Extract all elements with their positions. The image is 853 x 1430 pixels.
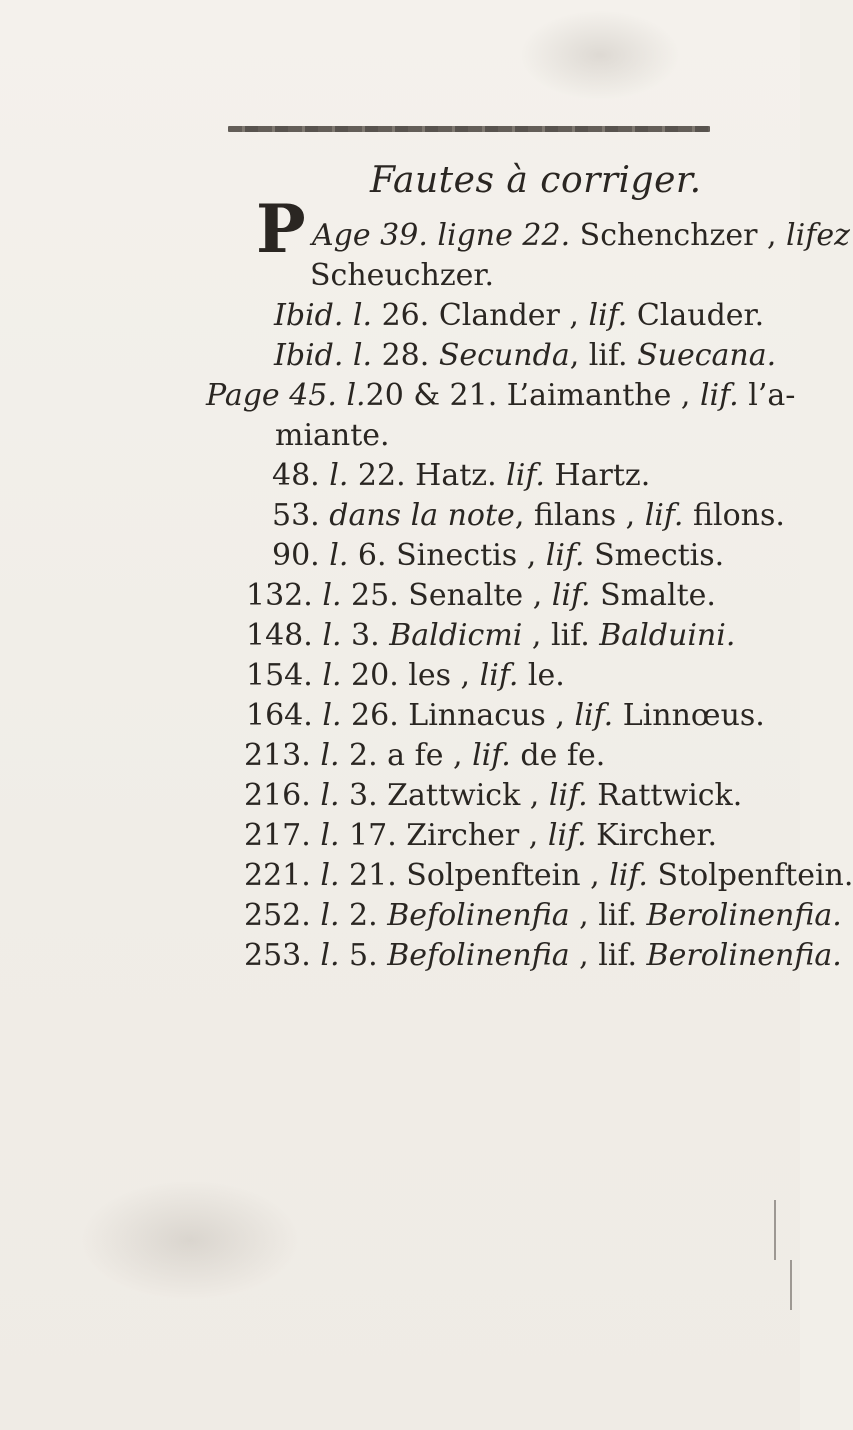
- line-part: lif.: [644, 498, 684, 533]
- line-part: 90.: [272, 538, 330, 573]
- errata-line: [246, 618, 735, 654]
- line-part: Berolinenfia.: [646, 938, 842, 973]
- errata-line: [244, 778, 742, 814]
- line-part: lif.: [551, 578, 591, 613]
- line-part: 154.: [246, 658, 323, 693]
- line-part: l.: [322, 618, 342, 653]
- line-part: 26. Linnacus ,: [341, 698, 575, 733]
- line-part: Smalte.: [590, 578, 716, 613]
- line-part: 53.: [272, 498, 330, 533]
- line-part: Hartz.: [544, 458, 651, 493]
- line-part: 148.: [246, 618, 323, 653]
- line-part: 216.: [244, 778, 321, 813]
- line-part: Kircher.: [586, 818, 717, 853]
- line-part: lif.: [479, 658, 519, 693]
- errata-line: [246, 658, 565, 694]
- line-part: 252.: [244, 898, 321, 933]
- line-part: , lif.: [569, 938, 647, 973]
- line-part: 28.: [372, 338, 439, 373]
- line-part: filons.: [683, 498, 785, 533]
- errata-line: [274, 338, 776, 374]
- line-part: 3.: [341, 618, 390, 653]
- line-part: 20 & 21. L’aimanthe ,: [365, 378, 700, 413]
- line-part: le.: [518, 658, 565, 693]
- line-part: 22. Hatz.: [348, 458, 507, 493]
- line-part: Page 45. l.: [206, 378, 366, 413]
- line-part: Schenchzer ,: [570, 218, 787, 253]
- line-part: l.: [322, 578, 342, 613]
- line-part: 21. Solpenftein ,: [339, 858, 610, 893]
- line-part: Age 39. ligne 22.: [312, 218, 571, 253]
- line-part: 132.: [246, 578, 323, 613]
- line-part: Befolinenfia: [387, 898, 570, 933]
- line-part: Baldicmi: [389, 618, 523, 653]
- line-part: de fe.: [510, 738, 606, 773]
- line-part: lif.: [548, 778, 588, 813]
- line-part: l.: [322, 698, 342, 733]
- line-part: l.: [320, 818, 340, 853]
- errata-line: [272, 498, 785, 534]
- errata-line: [206, 378, 795, 414]
- line-part: Linnœus.: [613, 698, 765, 733]
- line-part: 217.: [244, 818, 321, 853]
- line-part: lif.: [699, 378, 739, 413]
- line-part: l.: [329, 458, 349, 493]
- line-part: lif.: [545, 538, 585, 573]
- line-part: , lif.: [569, 898, 647, 933]
- paper-stain: [80, 1180, 300, 1300]
- line-part: lif.: [588, 298, 628, 333]
- line-part: l.: [329, 538, 349, 573]
- line-part: 2.: [339, 898, 388, 933]
- line-part: Scheuchzer.: [310, 258, 495, 293]
- errata-line: [244, 938, 842, 974]
- errata-line: [244, 738, 605, 774]
- line-part: 213.: [244, 738, 321, 773]
- errata-line: [275, 418, 390, 454]
- line-part: , filans ,: [514, 498, 645, 533]
- margin-mark: [774, 1200, 776, 1260]
- errata-line: [272, 458, 650, 494]
- paper-stain: [520, 10, 680, 100]
- line-part: Befolinenfia: [387, 938, 570, 973]
- line-part: 20. les ,: [341, 658, 480, 693]
- line-part: , lif.: [522, 618, 600, 653]
- line-part: 6. Sinectis ,: [348, 538, 546, 573]
- line-part: lif.: [609, 858, 648, 893]
- errata-line: [312, 218, 850, 254]
- line-part: lif.: [574, 698, 614, 733]
- line-part: 221.: [244, 858, 321, 893]
- line-part: 25. Senalte ,: [341, 578, 552, 613]
- line-part: Secunda: [438, 338, 570, 373]
- line-part: Stolpenftein.: [647, 858, 853, 893]
- margin-mark: [790, 1260, 792, 1310]
- line-part: 48.: [272, 458, 330, 493]
- line-part: Smectis.: [584, 538, 725, 573]
- line-part: 17. Zircher ,: [339, 818, 548, 853]
- line-part: Berolinenfia.: [646, 898, 842, 933]
- line-part: 2. a fe ,: [339, 738, 473, 773]
- errata-line: [272, 538, 724, 574]
- line-part: lif.: [547, 818, 587, 853]
- header-rule: [228, 126, 710, 132]
- line-part: dans la note: [329, 498, 515, 533]
- line-part: l.: [320, 898, 340, 933]
- line-part: Ibid. l.: [274, 298, 373, 333]
- line-part: l.: [320, 858, 340, 893]
- line-part: miante.: [275, 418, 390, 453]
- line-part: l.: [320, 778, 340, 813]
- line-part: lif.: [506, 458, 545, 493]
- line-part: l.: [320, 938, 340, 973]
- line-part: 164.: [246, 698, 323, 733]
- line-part: 26. Clander ,: [372, 298, 589, 333]
- page-title: Fautes à corriger.: [370, 160, 702, 201]
- errata-line: [244, 818, 717, 854]
- line-part: Ibid. l.: [274, 338, 373, 373]
- line-part: Rattwick.: [587, 778, 743, 813]
- line-part: Suecana.: [637, 338, 777, 373]
- line-part: Balduini.: [599, 618, 736, 653]
- errata-line: [246, 698, 765, 734]
- line-part: lifez: [786, 218, 850, 253]
- errata-line: [274, 298, 764, 334]
- line-part: l’a-: [738, 378, 796, 413]
- errata-line: [246, 578, 716, 614]
- line-part: lif.: [472, 738, 511, 773]
- errata-line: [310, 258, 494, 294]
- line-part: 5.: [339, 938, 388, 973]
- line-part: Clauder.: [627, 298, 765, 333]
- errata-line: [244, 858, 853, 894]
- line-part: l.: [322, 658, 342, 693]
- line-part: 3. Zattwick ,: [339, 778, 549, 813]
- line-part: 253.: [244, 938, 321, 973]
- line-part: l.: [320, 738, 340, 773]
- drop-cap: P: [256, 190, 306, 268]
- errata-line: [244, 898, 842, 934]
- line-part: , lif.: [569, 338, 638, 373]
